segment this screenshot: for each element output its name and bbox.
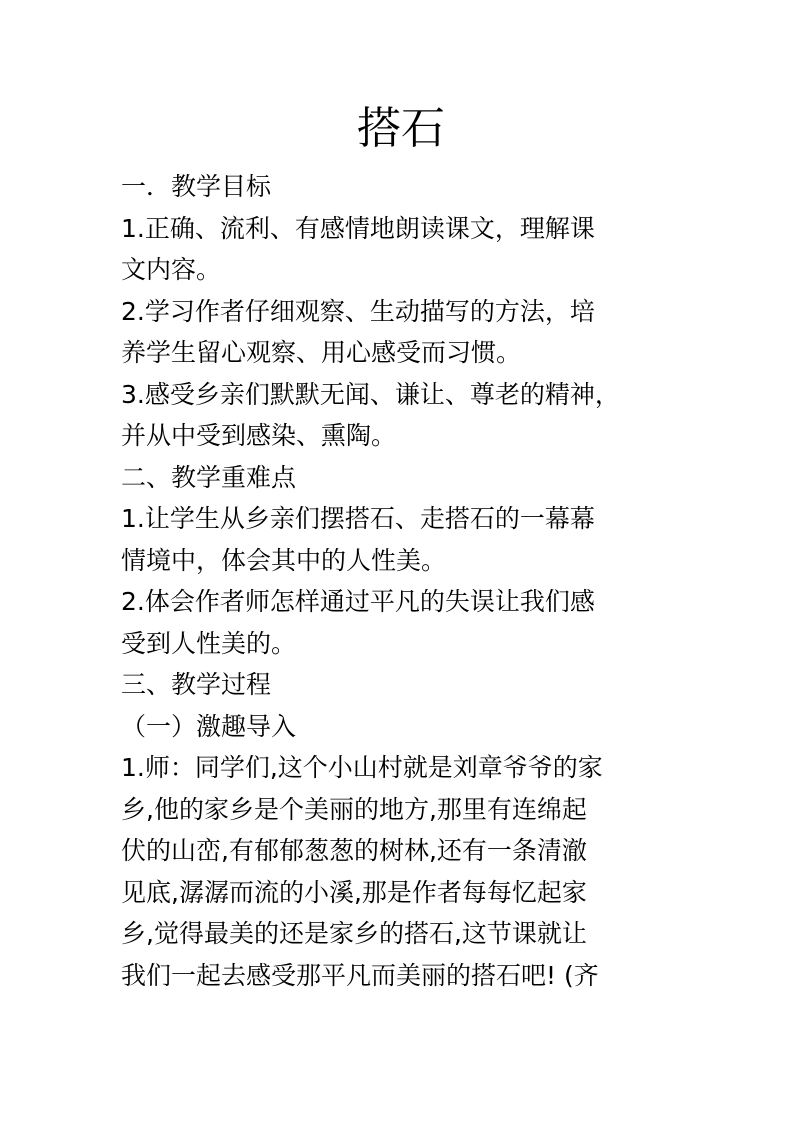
body-line: 3.感受乡亲们默默无闻、谦让、尊老的精神，: [121, 379, 620, 409]
body-line: 2.体会作者师怎样通过平凡的失误让我们感: [121, 587, 595, 616]
document-page: [121, 104, 681, 996]
body-line: 1.正确、流利、有感情地朗读课文，理解课: [121, 213, 595, 243]
body-line: 1.师：同学们,这个小山村就是刘章爷爷的家: [121, 753, 603, 782]
body-line: 乡,他的家乡是个美丽的地方,那里有连绵起: [121, 794, 587, 824]
body-line: 见底,潺潺而流的小溪,那是作者每每忆起家: [121, 877, 587, 907]
body-line: 乡,觉得最美的还是家乡的搭石,这节课就让: [121, 919, 587, 948]
body-line: 1.让学生从乡亲们摆搭石、走搭石的一幕幕: [121, 504, 595, 533]
body-line: 受到人性美的。: [121, 628, 297, 658]
subheading-intro: （一）激趣导入: [121, 711, 297, 741]
body-line: 2.学习作者仔细观察、生动描写的方法，培: [121, 296, 595, 326]
body-line: 我们一起去感受那平凡而美丽的搭石吧! (齐: [121, 960, 599, 990]
body-line: 养学生留心观察、用心感受而习惯。: [121, 338, 522, 367]
body-line: 伏的山峦,有郁郁葱葱的树林,还有一条清澈: [121, 836, 587, 865]
heading-teaching-process: 三、教学过程: [121, 670, 272, 699]
body-line: 情境中，体会其中的人性美。: [121, 545, 447, 575]
document-title: 搭石: [357, 103, 445, 154]
heading-teaching-goals: 一．教学目标: [121, 172, 272, 201]
heading-key-difficulties: 二、教学重难点: [121, 462, 297, 492]
body-line: 并从中受到感染、熏陶。: [121, 421, 397, 450]
body-line: 文内容。: [121, 255, 222, 284]
